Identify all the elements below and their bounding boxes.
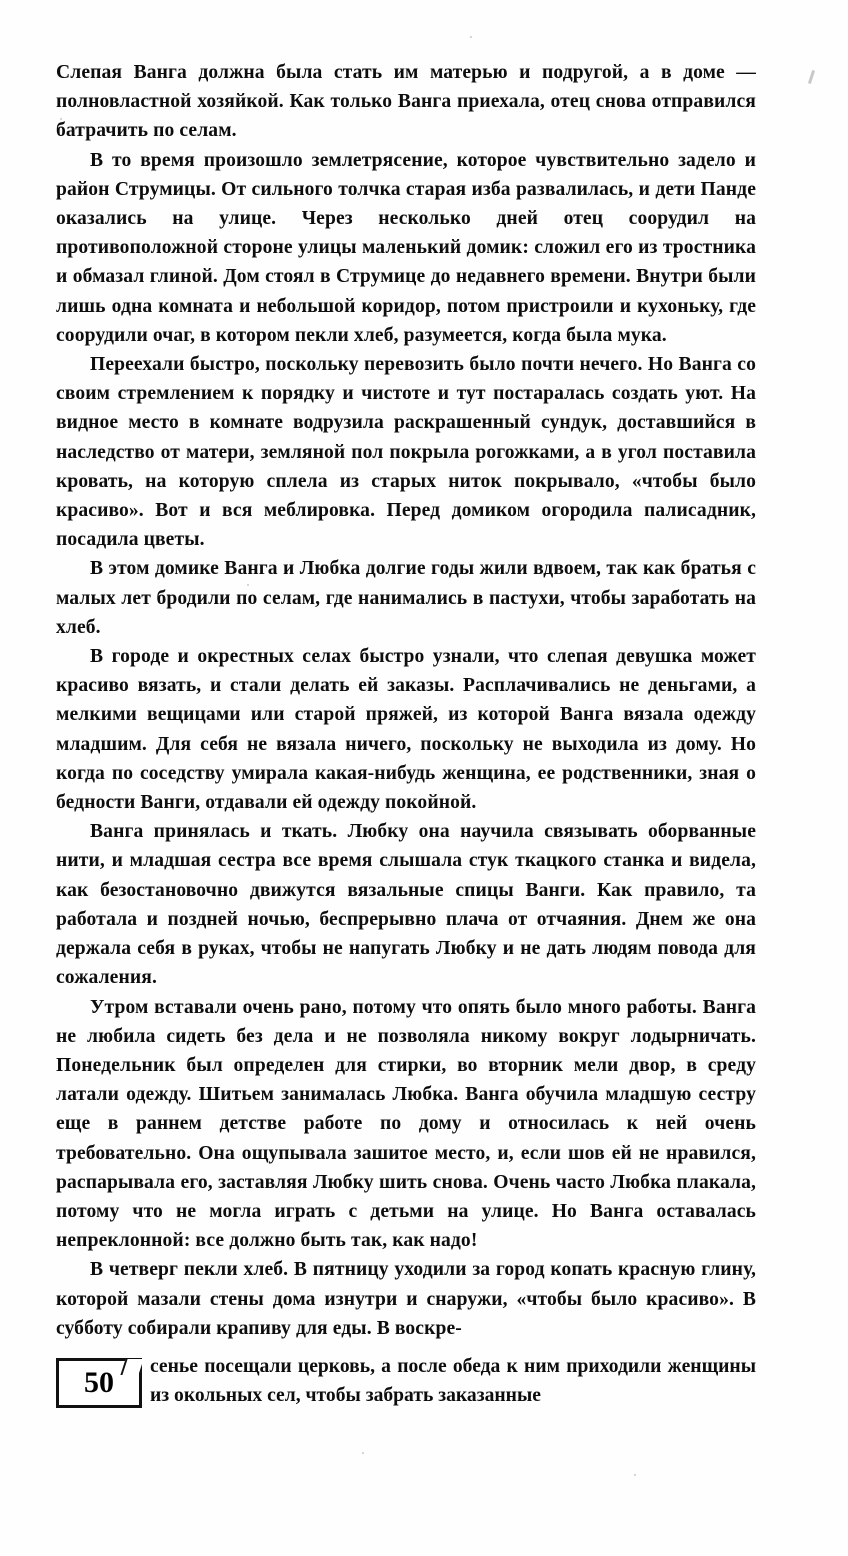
- paragraph: В то время произошло землетрясение, которое чувствительно задело и район Струмицы. От сильного толчка старая изба развалилась, и дети Панде оказались на улице. Через несколько дней отец соорудил на противоположной стороне улицы маленький домик: сложил его из тростника и обмазал глиной. Дом стоял в Струмице до недавнего времени. Внутри были лишь одна комната и небольшой коридор, потом пристроили и кухоньку, где соорудили очаг, в котором пекли хлеб, разумеется, когда была мука.: [56, 149, 756, 346]
- body-text-column: [56, 58, 756, 1343]
- paragraph: В городе и окрестных селах быстро узнали, что слепая девушка может красиво вязать, и стали делать ей заказы. Расплачивались не деньгами, а мелкими вещицами или старой пряжей, из которой Ванга вязала одежду младшим. Для себя не вязала ничего, поскольку не выходила из дому. Но когда по соседству умирала какая-нибудь женщина, ее родственники, зная о бедности Ванги, отдавали ей одежду покойной.: [56, 646, 756, 814]
- paragraph: Ванга принялась и ткать. Любку она научила связывать оборванные нити, и младшая сестра все время слышала стук ткацкого станка и видела, как безостановочно движутся вязальные спицы Ванги. Как правило, та работала и поздней ночью, беспрерывно плача от отчаяния. Днем же она держала себя в руках, чтобы не напугать Любку и не дать людям повода для сожаления.: [56, 821, 756, 989]
- paragraph: Слепая Ванга должна была стать им матерью и подругой, а в доме — полновластной хозяйкой. Как только Ванга приехала, отец снова отправился батрачить по селам.: [56, 62, 756, 142]
- paragraph: Утром вставали очень рано, потому что опять было много работы. Ванга не любила сидеть без дела и не позволяла никому вокруг лодырничать. Понедельник был определен для стирки, во вторник мели двор, в среду латали одежду. Шитьем занималась Любка. Ванга обучила младшую сестру еще в раннем детстве работе по дому и относилась к ней очень требовательно. Она ощупывала зашитое место, и, если шов ей не нравился, распарывала его, заставляя Любку шить снова. Очень часто Любка плакала, потому что не могла играть с детьми на улице. Но Ванга оставалась непреклонной: все должно быть так, как надо!: [56, 996, 756, 1252]
- scan-speck: [634, 1474, 636, 1476]
- page-number: 50: [84, 1366, 114, 1399]
- scan-speck: [808, 70, 815, 84]
- paragraph: В четверг пекли хлеб. В пятницу уходили за город копать красную глину, которой мазали стены дома изнутри и снаружи, «чтобы было красиво». В субботу собирали крапиву для еды. В воскре-: [56, 1259, 756, 1339]
- scan-speck: [470, 36, 472, 38]
- page-number-box: [56, 1358, 142, 1408]
- paragraph-tail: сенье посещали церковь, а после обеда к ним приходили женщины из окольных сел, чтобы забрать заказанные: [150, 1356, 756, 1407]
- scan-speck: [362, 1452, 364, 1454]
- paragraph: В этом домике Ванга и Любка долгие годы жили вдвоем, так как братья с малых лет бродили по селам, где нанимались в пастухи, чтобы заработать на хлеб.: [56, 558, 756, 638]
- paragraph: Переехали быстро, поскольку перевозить было почти нечего. Но Ванга со своим стремлением к порядку и чистоте и тут постаралась создать уют. На видное место в комнате водрузила раскрашенный сундук, доставшийся в наследство от матери, земляной пол покрыла рогожками, а в угол поставила кровать, на которую сплела из старых ниток покрывало, «чтобы было красиво». Вот и вся меблировка. Перед домиком огородила палисадник, посадила цветы.: [56, 354, 756, 551]
